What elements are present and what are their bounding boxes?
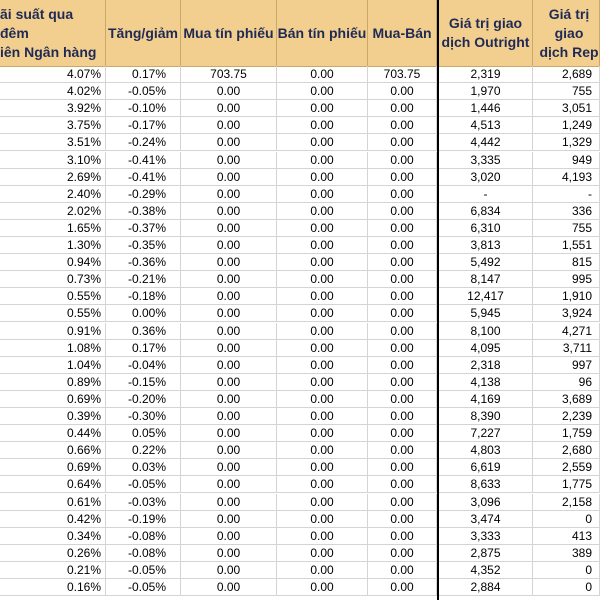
cell-repo-value[interactable]: 2,689 [533,66,600,83]
cell-overnight-rate[interactable]: 2.02% [0,203,106,220]
cell-bill-purchase[interactable]: 0.00 [181,117,277,134]
cell-bill-purchase[interactable]: 0.00 [181,579,277,596]
cell-outright-value[interactable]: 1,446 [439,100,533,117]
cell-change[interactable]: -0.41% [106,169,181,186]
cell-bill-purchase[interactable]: 0.00 [181,305,277,322]
cell-repo-value[interactable]: 1,551 [533,237,600,254]
cell-net-buy-sell[interactable]: 0.00 [368,562,437,579]
cell-net-buy-sell[interactable]: 0.00 [368,169,437,186]
cell-bill-sale[interactable]: 0.00 [277,152,368,169]
cell-bill-purchase[interactable]: 0.00 [181,83,277,100]
header-bill-sale[interactable]: Bán tín phiếu [277,0,368,66]
cell-repo-value[interactable]: 949 [533,152,600,169]
table-row [0,323,600,340]
cell-change[interactable]: 0.36% [106,323,181,340]
cell-change[interactable]: -0.35% [106,237,181,254]
cell-repo-value[interactable]: 389 [533,545,600,562]
cell-bill-purchase[interactable]: 703.75 [181,66,277,83]
cell-repo-value[interactable]: 3,051 [533,100,600,117]
cell-net-buy-sell[interactable]: 0.00 [368,271,437,288]
cell-bill-purchase[interactable]: 0.00 [181,494,277,511]
cell-repo-value[interactable]: - [533,186,600,203]
cell-change[interactable]: 0.17% [106,66,181,83]
cell-bill-purchase[interactable]: 0.00 [181,476,277,493]
cell-bill-sale[interactable]: 0.00 [277,254,368,271]
cell-overnight-rate[interactable]: 0.26% [0,545,106,562]
cell-bill-sale[interactable]: 0.00 [277,203,368,220]
cell-repo-value[interactable]: 3,924 [533,305,600,322]
table-row [0,545,600,562]
cell-outright-value[interactable]: 4,803 [439,442,533,459]
cell-repo-value[interactable]: 413 [533,528,600,545]
cell-bill-purchase[interactable]: 0.00 [181,237,277,254]
cell-outright-value[interactable]: 2,875 [439,545,533,562]
cell-change[interactable]: -0.05% [106,562,181,579]
cell-overnight-rate[interactable]: 0.16% [0,579,106,596]
table-header-row [0,0,600,67]
cell-bill-purchase[interactable]: 0.00 [181,545,277,562]
cell-outright-value[interactable]: 4,352 [439,562,533,579]
cell-change[interactable]: -0.08% [106,528,181,545]
cell-change[interactable]: -0.30% [106,408,181,425]
cell-net-buy-sell[interactable]: 0.00 [368,305,437,322]
cell-overnight-rate[interactable]: 3.51% [0,134,106,151]
cell-bill-purchase[interactable]: 0.00 [181,100,277,117]
cell-bill-sale[interactable]: 0.00 [277,357,368,374]
cell-bill-sale[interactable]: 0.00 [277,545,368,562]
cell-change[interactable]: -0.24% [106,134,181,151]
cell-outright-value[interactable]: 8,100 [439,323,533,340]
cell-overnight-rate[interactable]: 0.73% [0,271,106,288]
cell-bill-purchase[interactable]: 0.00 [181,288,277,305]
cell-change[interactable]: -0.38% [106,203,181,220]
cell-overnight-rate[interactable]: 0.94% [0,254,106,271]
cell-outright-value[interactable]: 8,633 [439,476,533,493]
cell-change[interactable]: -0.18% [106,288,181,305]
cell-bill-purchase[interactable]: 0.00 [181,442,277,459]
table-row [0,169,600,186]
cell-outright-value[interactable]: 3,813 [439,237,533,254]
cell-net-buy-sell[interactable]: 0.00 [368,374,437,391]
cell-change[interactable]: -0.19% [106,511,181,528]
table-row [0,305,600,322]
cell-net-buy-sell[interactable]: 0.00 [368,323,437,340]
cell-outright-value[interactable]: 2,319 [439,66,533,83]
cell-net-buy-sell[interactable]: 0.00 [368,425,437,442]
cell-change[interactable]: -0.37% [106,220,181,237]
cell-overnight-rate[interactable]: 3.75% [0,117,106,134]
cell-change[interactable]: 0.05% [106,425,181,442]
table-row [0,459,600,476]
cell-overnight-rate[interactable]: 0.34% [0,528,106,545]
cell-net-buy-sell[interactable]: 0.00 [368,476,437,493]
cell-change[interactable]: -0.36% [106,254,181,271]
cell-overnight-rate[interactable]: 3.92% [0,100,106,117]
table-row [0,391,600,408]
cell-outright-value[interactable]: 6,310 [439,220,533,237]
cell-bill-sale[interactable]: 0.00 [277,237,368,254]
cell-outright-value[interactable]: 4,513 [439,117,533,134]
cell-repo-value[interactable]: 1,249 [533,117,600,134]
cell-outright-value[interactable]: 5,945 [439,305,533,322]
cell-bill-sale[interactable]: 0.00 [277,374,368,391]
cell-overnight-rate[interactable]: 0.66% [0,442,106,459]
table-row [0,562,600,579]
cell-net-buy-sell[interactable]: 0.00 [368,186,437,203]
cell-repo-value[interactable]: 1,910 [533,288,600,305]
cell-bill-purchase[interactable]: 0.00 [181,511,277,528]
cell-repo-value[interactable]: 997 [533,357,600,374]
cell-outright-value[interactable]: 6,834 [439,203,533,220]
cell-overnight-rate[interactable]: 1.08% [0,340,106,357]
cell-outright-value[interactable]: 1,970 [439,83,533,100]
cell-outright-value[interactable]: 2,884 [439,579,533,596]
cell-bill-sale[interactable]: 0.00 [277,459,368,476]
header-bill-purchase[interactable]: Mua tín phiếu [181,0,277,66]
cell-repo-value[interactable]: 0 [533,511,600,528]
cell-overnight-rate[interactable]: 0.64% [0,476,106,493]
cell-bill-purchase[interactable]: 0.00 [181,340,277,357]
cell-repo-value[interactable]: 1,759 [533,425,600,442]
cell-bill-sale[interactable]: 0.00 [277,271,368,288]
cell-repo-value[interactable]: 815 [533,254,600,271]
cell-bill-sale[interactable]: 0.00 [277,66,368,83]
cell-repo-value[interactable]: 3,711 [533,340,600,357]
cell-bill-sale[interactable]: 0.00 [277,220,368,237]
table-row [0,288,600,305]
table-row [0,152,600,169]
cell-change[interactable]: -0.08% [106,545,181,562]
cell-overnight-rate[interactable]: 2.40% [0,186,106,203]
cell-bill-sale[interactable]: 0.00 [277,442,368,459]
cell-net-buy-sell[interactable]: 0.00 [368,288,437,305]
cell-change[interactable]: -0.21% [106,271,181,288]
cell-overnight-rate[interactable]: 0.89% [0,374,106,391]
cell-net-buy-sell[interactable]: 0.00 [368,511,437,528]
cell-net-buy-sell[interactable]: 0.00 [368,357,437,374]
cell-repo-value[interactable]: 96 [533,374,600,391]
cell-change[interactable]: 0.00% [106,305,181,322]
cell-bill-purchase[interactable]: 0.00 [181,374,277,391]
cell-bill-purchase[interactable]: 0.00 [181,425,277,442]
cell-outright-value[interactable]: 8,390 [439,408,533,425]
cell-overnight-rate[interactable]: 1.65% [0,220,106,237]
cell-change[interactable]: -0.05% [106,579,181,596]
cell-change[interactable]: -0.29% [106,186,181,203]
cell-overnight-rate[interactable]: 0.61% [0,494,106,511]
table-row [0,271,600,288]
cell-bill-purchase[interactable]: 0.00 [181,562,277,579]
cell-repo-value[interactable]: 0 [533,562,600,579]
cell-bill-purchase[interactable]: 0.00 [181,271,277,288]
cell-overnight-rate[interactable]: 4.07% [0,66,106,83]
cell-overnight-rate[interactable]: 0.91% [0,323,106,340]
cell-net-buy-sell[interactable]: 0.00 [368,254,437,271]
cell-net-buy-sell[interactable]: 0.00 [368,545,437,562]
cell-net-buy-sell[interactable]: 0.00 [368,528,437,545]
cell-repo-value[interactable]: 755 [533,83,600,100]
table-row [0,66,600,83]
cell-bill-sale[interactable]: 0.00 [277,562,368,579]
cell-bill-purchase[interactable]: 0.00 [181,186,277,203]
cell-overnight-rate[interactable]: 4.02% [0,83,106,100]
cell-outright-value[interactable]: - [439,186,533,203]
cell-net-buy-sell[interactable]: 0.00 [368,340,437,357]
cell-overnight-rate[interactable]: 2.69% [0,169,106,186]
table-row [0,511,600,528]
cell-bill-sale[interactable]: 0.00 [277,425,368,442]
cell-repo-value[interactable]: 4,271 [533,323,600,340]
cell-bill-purchase[interactable]: 0.00 [181,169,277,186]
cell-change[interactable]: -0.17% [106,117,181,134]
cell-outright-value[interactable]: 3,333 [439,528,533,545]
header-repo-value[interactable]: Giá trị giao dịch Rep [533,0,600,66]
cell-repo-value[interactable]: 2,239 [533,408,600,425]
table-row [0,340,600,357]
cell-repo-value[interactable]: 3,689 [533,391,600,408]
table-row [0,494,600,511]
cell-repo-value[interactable]: 0 [533,579,600,596]
cell-overnight-rate[interactable]: 1.30% [0,237,106,254]
cell-net-buy-sell[interactable]: 0.00 [368,459,437,476]
table-row [0,100,600,117]
table-row [0,476,600,493]
cell-net-buy-sell[interactable]: 0.00 [368,83,437,100]
cell-net-buy-sell[interactable]: 0.00 [368,408,437,425]
cell-change[interactable]: -0.41% [106,152,181,169]
cell-bill-purchase[interactable]: 0.00 [181,408,277,425]
cell-repo-value[interactable]: 1,329 [533,134,600,151]
cell-net-buy-sell[interactable]: 0.00 [368,579,437,596]
table-row [0,425,600,442]
cell-net-buy-sell[interactable]: 0.00 [368,117,437,134]
table-row [0,528,600,545]
cell-outright-value[interactable]: 5,492 [439,254,533,271]
table-row [0,83,600,100]
cell-bill-sale[interactable]: 0.00 [277,83,368,100]
cell-outright-value[interactable]: 3,096 [439,494,533,511]
column-divider [437,0,439,600]
cell-net-buy-sell[interactable]: 0.00 [368,134,437,151]
cell-bill-sale[interactable]: 0.00 [277,186,368,203]
cell-repo-value[interactable]: 2,158 [533,494,600,511]
table-row [0,374,600,391]
cell-outright-value[interactable]: 6,619 [439,459,533,476]
cell-repo-value[interactable]: 336 [533,203,600,220]
cell-bill-sale[interactable]: 0.00 [277,169,368,186]
cell-overnight-rate[interactable]: 0.69% [0,459,106,476]
cell-overnight-rate[interactable]: 1.04% [0,357,106,374]
table-row [0,442,600,459]
table-row [0,408,600,425]
header-outright-value[interactable]: Giá trị giao dịch Outright [439,0,533,66]
cell-bill-sale[interactable]: 0.00 [277,511,368,528]
cell-bill-purchase[interactable]: 0.00 [181,254,277,271]
cell-bill-purchase[interactable]: 0.00 [181,391,277,408]
cell-overnight-rate[interactable]: 0.39% [0,408,106,425]
cell-change[interactable]: -0.05% [106,476,181,493]
cell-bill-sale[interactable]: 0.00 [277,288,368,305]
cell-change[interactable]: -0.15% [106,374,181,391]
cell-bill-purchase[interactable]: 0.00 [181,134,277,151]
cell-bill-sale[interactable]: 0.00 [277,494,368,511]
table-body [0,66,600,600]
cell-outright-value[interactable]: 2,318 [439,357,533,374]
cell-change[interactable]: -0.03% [106,494,181,511]
cell-bill-sale[interactable]: 0.00 [277,476,368,493]
cell-net-buy-sell[interactable]: 0.00 [368,220,437,237]
cell-outright-value[interactable]: 4,138 [439,374,533,391]
cell-net-buy-sell[interactable]: 0.00 [368,494,437,511]
cell-outright-value[interactable]: 8,147 [439,271,533,288]
cell-net-buy-sell[interactable]: 703.75 [368,66,437,83]
cell-net-buy-sell[interactable]: 0.00 [368,237,437,254]
cell-change[interactable]: 0.17% [106,340,181,357]
cell-bill-sale[interactable]: 0.00 [277,305,368,322]
cell-overnight-rate[interactable]: 3.10% [0,152,106,169]
cell-change[interactable]: -0.10% [106,100,181,117]
cell-overnight-rate[interactable]: 0.21% [0,562,106,579]
cell-bill-sale[interactable]: 0.00 [277,323,368,340]
cell-repo-value[interactable]: 1,775 [533,476,600,493]
table-row [0,579,600,596]
table-row [0,203,600,220]
cell-bill-purchase[interactable]: 0.00 [181,220,277,237]
cell-net-buy-sell[interactable]: 0.00 [368,152,437,169]
cell-net-buy-sell[interactable]: 0.00 [368,442,437,459]
cell-bill-sale[interactable]: 0.00 [277,528,368,545]
cell-bill-sale[interactable]: 0.00 [277,340,368,357]
table-row [0,134,600,151]
cell-outright-value[interactable]: 4,169 [439,391,533,408]
cell-net-buy-sell[interactable]: 0.00 [368,203,437,220]
cell-overnight-rate[interactable]: 0.69% [0,391,106,408]
cell-outright-value[interactable]: 7,227 [439,425,533,442]
cell-bill-sale[interactable]: 0.00 [277,579,368,596]
cell-change[interactable]: -0.04% [106,357,181,374]
cell-bill-purchase[interactable]: 0.00 [181,152,277,169]
cell-bill-sale[interactable]: 0.00 [277,134,368,151]
cell-net-buy-sell[interactable]: 0.00 [368,100,437,117]
cell-outright-value[interactable]: 4,095 [439,340,533,357]
cell-overnight-rate[interactable]: 0.55% [0,288,106,305]
cell-bill-sale[interactable]: 0.00 [277,408,368,425]
cell-repo-value[interactable]: 2,559 [533,459,600,476]
table-row [0,220,600,237]
header-interbank-overnight-rate[interactable]: ãi suất qua đêm iên Ngân hàng [0,0,106,66]
cell-repo-value[interactable]: 2,680 [533,442,600,459]
cell-change[interactable]: -0.05% [106,83,181,100]
table-row [0,237,600,254]
cell-outright-value[interactable]: 12,417 [439,288,533,305]
cell-outright-value[interactable]: 3,335 [439,152,533,169]
table-row [0,254,600,271]
cell-bill-purchase[interactable]: 0.00 [181,203,277,220]
cell-outright-value[interactable]: 3,474 [439,511,533,528]
table-row [0,357,600,374]
cell-bill-purchase[interactable]: 0.00 [181,459,277,476]
cell-outright-value[interactable]: 4,442 [439,134,533,151]
cell-outright-value[interactable]: 3,020 [439,169,533,186]
cell-change[interactable]: 0.03% [106,459,181,476]
cell-change[interactable]: 0.22% [106,442,181,459]
table-row [0,186,600,203]
cell-bill-purchase[interactable]: 0.00 [181,323,277,340]
cell-overnight-rate[interactable]: 0.55% [0,305,106,322]
cell-bill-purchase[interactable]: 0.00 [181,357,277,374]
cell-bill-purchase[interactable]: 0.00 [181,528,277,545]
cell-net-buy-sell[interactable]: 0.00 [368,391,437,408]
header-change[interactable]: Tăng/giảm [106,0,181,66]
cell-change[interactable]: -0.20% [106,391,181,408]
cell-repo-value[interactable]: 4,193 [533,169,600,186]
table-row [0,117,600,134]
cell-bill-sale[interactable]: 0.00 [277,100,368,117]
cell-overnight-rate[interactable]: 0.44% [0,425,106,442]
cell-bill-sale[interactable]: 0.00 [277,117,368,134]
header-net-buy-sell[interactable]: Mua-Bán [368,0,437,66]
cell-repo-value[interactable]: 995 [533,271,600,288]
cell-bill-sale[interactable]: 0.00 [277,391,368,408]
cell-repo-value[interactable]: 755 [533,220,600,237]
cell-overnight-rate[interactable]: 0.42% [0,511,106,528]
